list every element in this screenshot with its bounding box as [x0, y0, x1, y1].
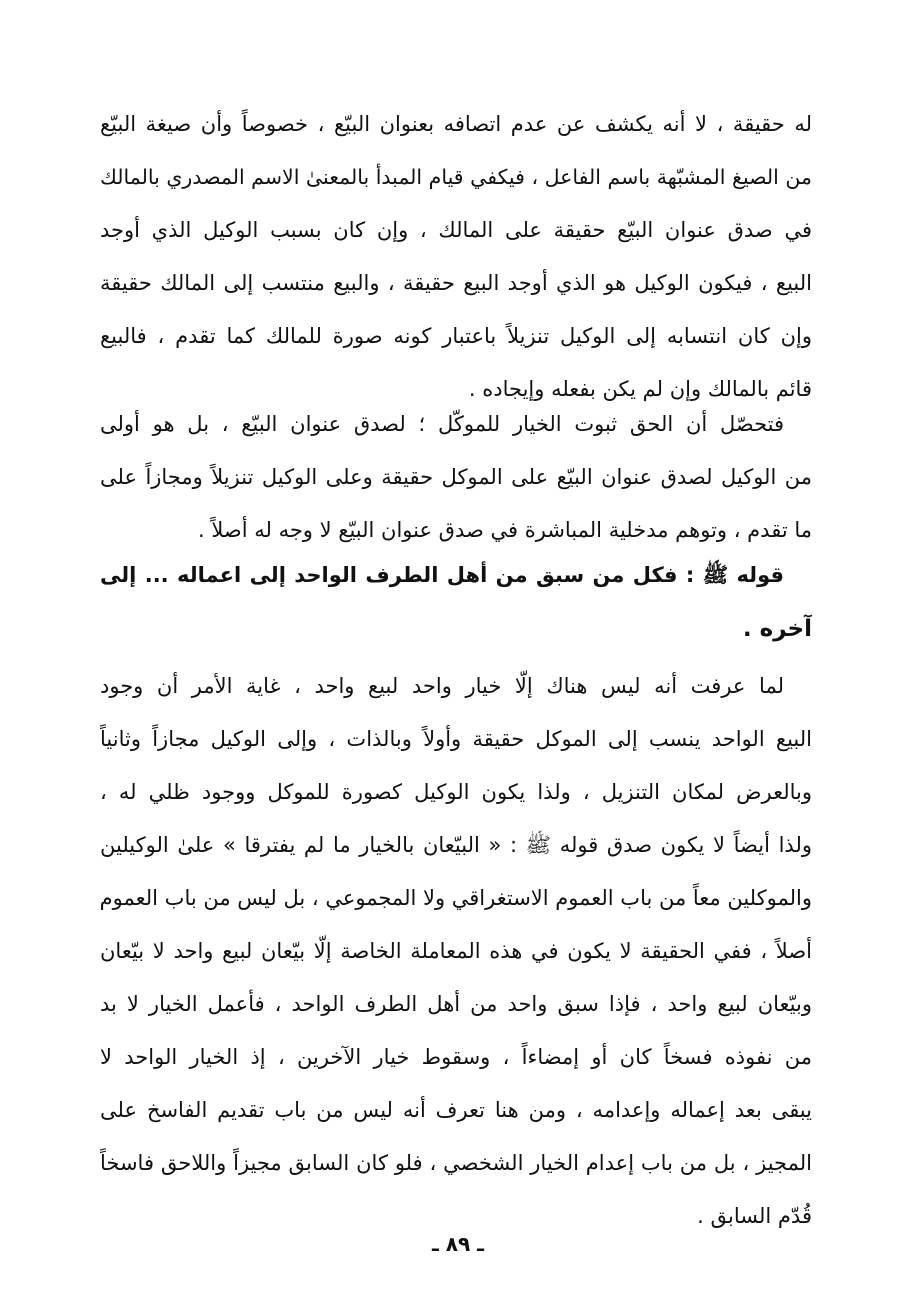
text-line: وإن كان انتسابه إلى الوكيل تنزيلاً باعتبار كونه صورة للمالك كما تقدم ، فالبيع — [100, 324, 812, 348]
heading-line: قوله ﷺ : فكل من سبق من أهل الطرف الواحد إلى اعماله ... إلى — [100, 563, 784, 587]
text-line: المجيز ، بل من باب إعدام الخيار الشخصي ، فلو كان السابق مجيزاً واللاحق فاسخاً — [100, 1151, 812, 1175]
text-line: أصلاً ، ففي الحقيقة لا يكون في هذه المعاملة الخاصة إلّا بيّعان لبيع واحد لا بيّعان — [100, 939, 812, 963]
paragraph-2 — [100, 398, 812, 557]
text-line: لما عرفت أنه ليس هناك إلّا خيار واحد لبيع واحد ، غاية الأمر أن وجود — [100, 674, 784, 698]
text-line: وبالعرض لمكان التنزيل ، ولذا يكون الوكيل كصورة للموكل ووجود ظلي له ، — [100, 780, 812, 804]
text-line: البيع ، فيكون الوكيل هو الذي أوجد البيع حقيقة ، والبيع منتسب إلى المالك حقيقة — [100, 271, 812, 295]
text-line: من الصيغ المشبّهة باسم الفاعل ، فيكفي قيام المبدأ بالمعنىٰ الاسم المصدري بالمالك — [100, 165, 812, 189]
quote-heading — [100, 548, 812, 656]
paragraph-3 — [100, 660, 812, 1243]
text-line: ولذا أيضاً لا يكون صدق قوله ﷺ : « البيّعان بالخيار ما لم يفترقا » علىٰ الوكيلين — [100, 833, 812, 857]
heading-line: آخره . — [742, 616, 812, 642]
paragraph-1 — [100, 98, 812, 416]
text-line: له حقيقة ، لا أنه يكشف عن عدم اتصافه بعنوان البيّع ، خصوصاً وأن صيغة البيّع — [100, 112, 812, 136]
text-line: من نفوذه فسخاً كان أو إمضاءاً ، وسقوط خيار الآخرين ، إذ الخيار الواحد لا — [100, 1045, 812, 1069]
text-line: البيع الواحد ينسب إلى الموكل حقيقة وأولاً وبالذات ، وإلى الوكيل مجازاً وثانياً — [100, 727, 812, 751]
page-number: ـ ٨٩ ـ — [431, 1232, 485, 1256]
text-line: والموكلين معاً من باب العموم الاستغراقي ولا المجموعي ، بل ليس من باب العموم — [100, 886, 812, 910]
text-line: ما تقدم ، وتوهم مدخلية المباشرة في صدق عنوان البيّع لا وجه له أصلاً . — [198, 518, 812, 542]
text-line: من الوكيل لصدق عنوان البيّع على الموكل حقيقة وعلى الوكيل تنزيلاً ومجازاً على — [100, 465, 812, 489]
text-line: قُدّم السابق . — [697, 1204, 812, 1228]
text-line: قائم بالمالك وإن لم يكن بفعله وإيجاده . — [468, 377, 812, 401]
text-line: فتحصّل أن الحق ثبوت الخيار للموكّل ؛ لصدق عنوان البيّع ، بل هو أولى — [100, 412, 784, 436]
text-line: في صدق عنوان البيّع حقيقة على المالك ، وإن كان بسبب الوكيل الذي أوجد — [100, 218, 812, 242]
text-line: يبقى بعد إعماله وإعدامه ، ومن هنا تعرف أنه ليس من باب تقديم الفاسخ على — [100, 1098, 812, 1122]
text-line: وبيّعان لبيع واحد ، فإذا سبق واحد من أهل الطرف الواحد ، فأعمل الخيار لا بد — [100, 992, 812, 1016]
